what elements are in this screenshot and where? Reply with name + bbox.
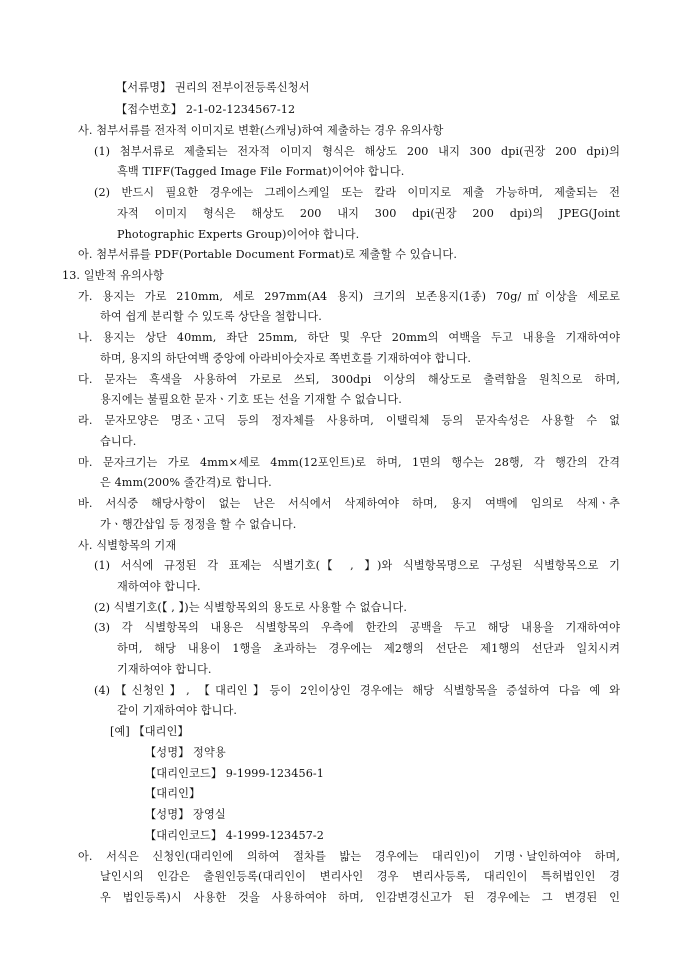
example-field: 【대리인코드】 4-1999-123457-2 bbox=[145, 829, 325, 842]
text-line: 재하여야 합니다. bbox=[117, 580, 201, 593]
text-line: 기재하여야 합니다. bbox=[117, 663, 212, 676]
receipt-number-line: 【접수번호】 2-1-02-1234567-12 bbox=[116, 103, 296, 116]
example-field: 【대리인코드】 9-1999-123456-1 bbox=[145, 767, 325, 780]
section-heading: 사. 식별항목의 기재 bbox=[78, 539, 177, 552]
text-line: 은 4mm(200% 줄간격)로 합니다. bbox=[100, 476, 272, 489]
text-line: 나. 용지는 상단 40mm, 좌단 25mm, 하단 및 우단 20mm의 여백을 두고 내용을 기재하여야 bbox=[78, 331, 620, 344]
text-line: 습니다. bbox=[100, 435, 137, 448]
text-line: 바. 서식중 해당사항이 없는 난은 서식에서 삭제하여야 하며, 용지 여백에 임의로 삭제ㆍ추 bbox=[78, 497, 620, 510]
text-line: 다. 문자는 흑색을 사용하여 가로로 쓰되, 300dpi 이상의 해상도로 출력함을 원칙으로 하며, bbox=[78, 373, 620, 386]
section-heading: 아. 첨부서류를 PDF(Portable Document Format)로 제출할 수 있습니다. bbox=[78, 248, 457, 261]
text-line: 아. 서식은 신청인(대리인에 의하여 절차를 밟는 경우에는 대리인)이 기명ㆍ날인하여야 하며, bbox=[78, 850, 620, 863]
example-field: 【성명】 정약용 bbox=[145, 746, 226, 759]
text-line: Photographic Experts Group)이어야 합니다. bbox=[117, 228, 360, 241]
text-line: (2) 반드시 필요한 경우에는 그레이스케일 또는 칼라 이미지로 제출 가능하며, 제출되는 전 bbox=[94, 186, 620, 199]
example-label: [예] 【대리인】 bbox=[110, 725, 189, 738]
text-line: 가ㆍ행간삽입 등 정정을 할 수 없습니다. bbox=[100, 518, 297, 531]
text-line: 마. 문자크기는 가로 4mm×세로 4mm(12포인트)로 하며, 1면의 행수는 28행, 각 행간의 간격 bbox=[78, 456, 620, 469]
text-line: 우 법인등록)시 사용한 것을 사용하여야 하며, 인감변경신고가 된 경우에는 그 변경된 인 bbox=[100, 891, 620, 904]
text-line: 용지에는 불필요한 문자ㆍ기호 또는 선을 기재할 수 없습니다. bbox=[100, 393, 402, 406]
text-line: (2) 식별기호(【 , 】)는 식별항목외의 용도로 사용할 수 없습니다. bbox=[94, 601, 407, 614]
text-line: (4)【신청인】, 【대리인】등이 2인이상인 경우에는 해당 식별항목을 증설하여 다음 예 와 bbox=[94, 684, 620, 697]
text-line: 가. 용지는 가로 210mm, 세로 297mm(A4 용지) 크기의 보존용지(1종) 70g/㎡이상을 세로로 bbox=[78, 290, 620, 303]
section-heading: 사. 첨부서류를 전자적 이미지로 변환(스캐닝)하여 제출하는 경우 유의사항 bbox=[78, 124, 444, 137]
text-line: 날인시의 인감은 출원인등록(대리인이 변리사인 경우 변리사등록, 대리인이 특허법인인 경 bbox=[100, 870, 620, 883]
example-field: 【대리인】 bbox=[145, 787, 201, 800]
text-line: 자적 이미지 형식은 해상도 200 내지 300 dpi(권장 200 dpi)의 JPEG(Joint bbox=[117, 207, 620, 220]
text-line: 하며, 해당 내용이 1행을 초과하는 경우에는 제2행의 선단은 제1행의 선단과 일치시켜 bbox=[117, 642, 620, 655]
text-line: (1) 첨부서류로 제출되는 전자적 이미지 형식은 해상도 200 내지 300 dpi(권장 200 dpi)의 bbox=[94, 145, 620, 158]
text-line: 흑백 TIFF(Tagged Image File Format)이어야 합니다. bbox=[117, 165, 405, 178]
example-field: 【성명】 장영실 bbox=[145, 808, 226, 821]
doc-title-line: 【서류명】 권리의 전부이전등록신청서 bbox=[116, 81, 310, 94]
text-line: 하여 쉽게 분리할 수 있도록 상단을 철합니다. bbox=[100, 310, 322, 323]
text-line: 하며, 용지의 하단여백 중앙에 아라비아숫자로 쪽번호를 기재하여야 합니다. bbox=[100, 352, 472, 365]
chapter-heading: 13. 일반적 유의사항 bbox=[62, 269, 164, 282]
text-line: (3) 각 식별항목의 내용은 식별항목의 우측에 한칸의 공백을 두고 해당 내용을 기재하여야 bbox=[94, 621, 620, 634]
text-line: 라. 문자모양은 명조ㆍ고딕 등의 정자체를 사용하며, 이탤릭체 등의 문자속성은 사용할 수 없 bbox=[78, 414, 620, 427]
text-line: 같이 기재하여야 합니다. bbox=[117, 704, 238, 717]
text-line: (1) 서식에 규정된 각 표제는 식별기호(【 , 】)와 식별항목명으로 구성된 식별항목으로 기 bbox=[94, 559, 620, 572]
